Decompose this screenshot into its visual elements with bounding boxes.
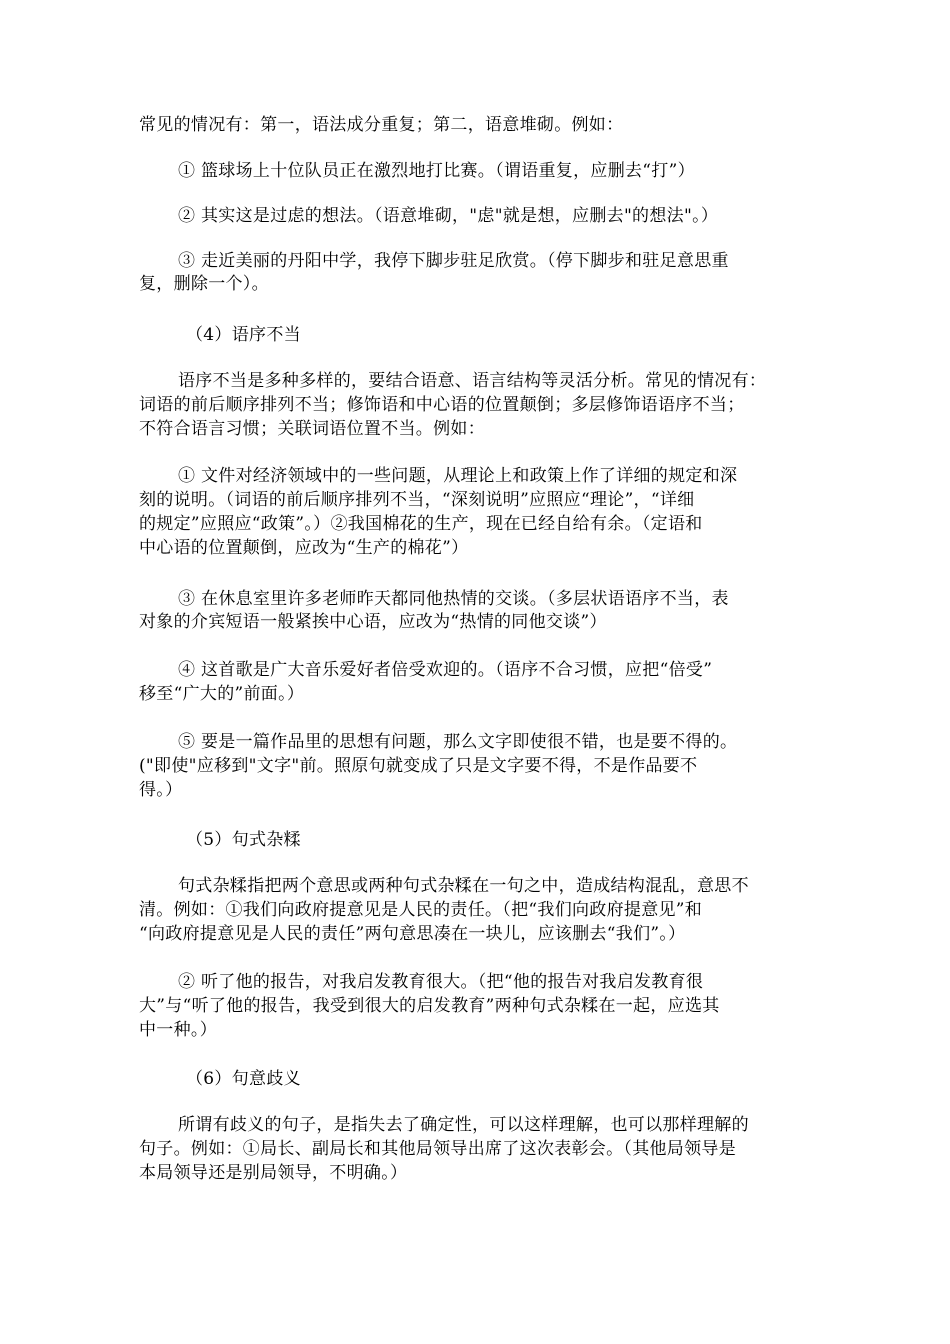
text-line: ③ 在休息室里许多老师昨天都同他热情的交谈。（多层状语语序不当，表 <box>178 589 729 609</box>
text-line: 的规定”应照应“政策”。）②我国棉花的生产，现在已经自给有余。（定语和 <box>139 514 703 534</box>
text-line: 复，删除一个）。 <box>139 274 269 294</box>
text-line: 语序不当是多种多样的，要结合语意、语言结构等灵活分析。常见的情况有： <box>178 371 767 391</box>
text-line: ② 其实这是过虑的想法。（语意堆砌，"虑"就是想，应删去"的想法"。） <box>178 206 719 226</box>
text-line: ③ 走近美丽的丹阳中学，我停下脚步驻足欣赏。（停下脚步和驻足意思重 <box>178 251 729 271</box>
text-line: 词语的前后顺序排列不当；修饰语和中心语的位置颠倒；多层修饰语语序不当； <box>139 395 745 415</box>
text-line: ④ 这首歌是广大音乐爱好者倍受欢迎的。（语序不合习惯，应把“倍受” <box>178 660 713 680</box>
text-line: 句式杂糅指把两个意思或两种句式杂糅在一句之中，造成结构混乱，意思不 <box>178 876 749 896</box>
text-line: ② 听了他的报告，对我启发教育很大。（把“他的报告对我启发教育很 <box>178 972 704 992</box>
text-line: 大”与“听了他的报告，我受到很大的启发教育”两种句式杂糅在一起，应选其 <box>139 996 720 1016</box>
text-line: 得。） <box>139 780 183 800</box>
text-line: 常见的情况有：第一，语法成分重复；第二，语意堆砌。例如： <box>139 115 624 135</box>
text-line: 不符合语言习惯；关联词语位置不当。例如： <box>139 419 485 439</box>
section-heading: （5）句式杂糅 <box>186 830 301 850</box>
text-line: “向政府提意见是人民的责任”两句意思凑在一块儿，应该删去“我们”。） <box>139 924 686 944</box>
text-line: 中心语的位置颠倒，应改为“生产的棉花”） <box>139 538 469 558</box>
text-line: 清。例如：①我们向政府提意见是人民的责任。（把“我们向政府提意见”和 <box>139 900 703 920</box>
text-line: ⑤ 要是一篇作品里的思想有问题，那么文字即使很不错，也是要不得的。 <box>178 732 738 752</box>
section-heading: （4）语序不当 <box>186 325 301 345</box>
text-line: ① 文件对经济领域中的一些问题，从理论上和政策上作了详细的规定和深 <box>178 466 738 486</box>
text-line: 移至“广大的”前面。） <box>139 684 305 704</box>
text-line: 中一种。） <box>139 1020 217 1040</box>
text-line: 所谓有歧义的句子，是指失去了确定性，可以这样理解，也可以那样理解的 <box>178 1115 749 1135</box>
text-line: 刻的说明。（词语的前后顺序排列不当，“深刻说明”应照应“理论”，“详细 <box>139 490 695 510</box>
text-line: ① 篮球场上十位队员正在激烈地打比赛。（谓语重复，应删去“打”） <box>178 161 695 181</box>
text-line: 本局领导还是别局领导，不明确。） <box>139 1163 408 1183</box>
text-line: ("即使"应移到"文字"前。照原句就变成了只是文字要不得，不是作品要不 <box>139 756 698 776</box>
text-line: 句子。例如：①局长、副局长和其他局领导出席了这次表彰会。（其他局领导是 <box>139 1139 736 1159</box>
text-line: 对象的介宾短语一般紧挨中心语，应改为“热情的同他交谈”） <box>139 612 607 632</box>
section-heading: （6）句意歧义 <box>186 1069 301 1089</box>
